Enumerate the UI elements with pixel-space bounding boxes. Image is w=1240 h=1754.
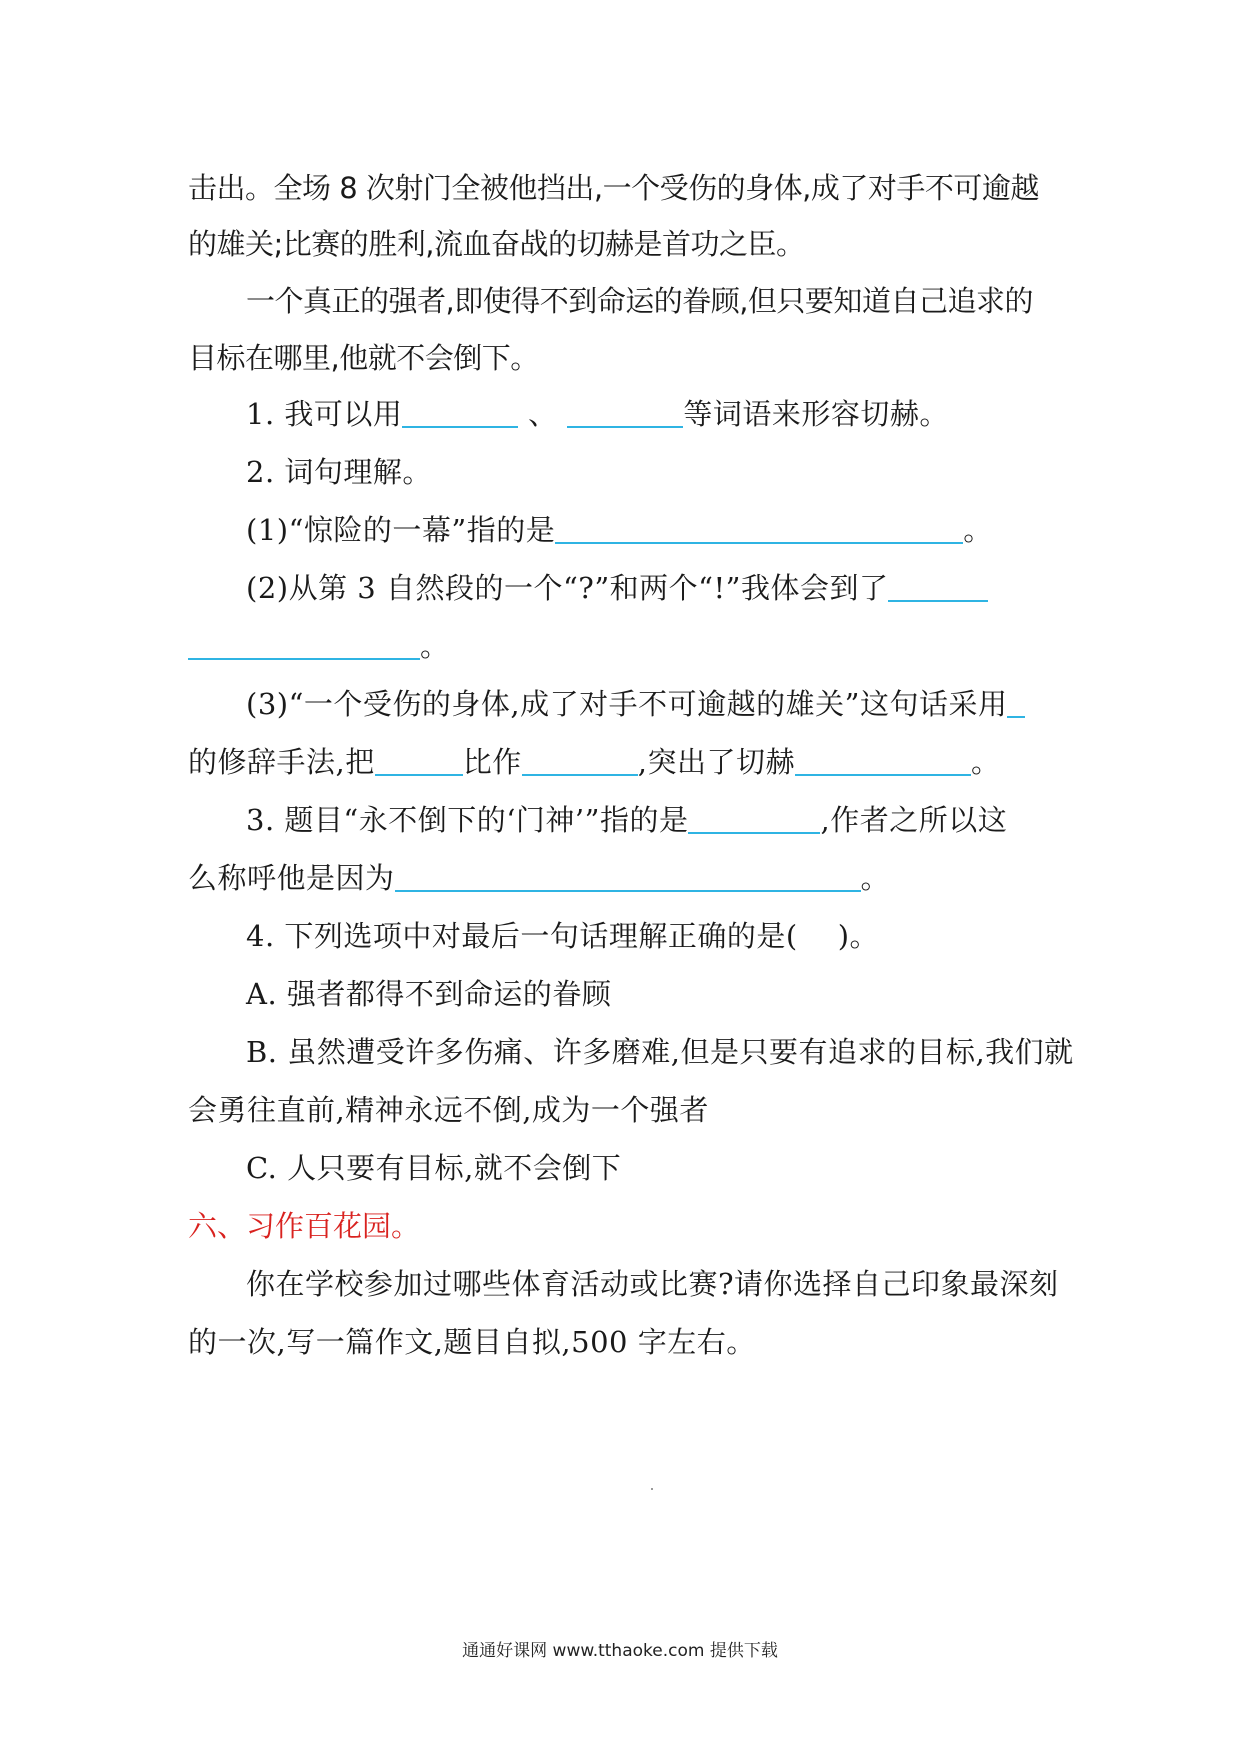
question-2-3-text-d: ,突出了切赫	[637, 745, 795, 779]
page-mark	[651, 1488, 653, 1490]
question-4-text-a: 4. 下列选项中对最后一句话理解正确的是(	[246, 919, 798, 953]
article-line-3: 一个真正的强者,即使得不到命运的眷顾,但只要知道自己追求的	[246, 284, 1033, 318]
question-1-text-a: 1. 我可以用	[246, 397, 403, 431]
question-3-cont	[188, 858, 1058, 898]
question-2-1-end: 。	[963, 513, 993, 547]
question-3-text-a: 3. 题目“永不倒下的‘门神’”指的是	[246, 803, 689, 837]
answer-blank[interactable]	[188, 628, 420, 660]
question-1-text-c: 等词语来形容切赫。	[683, 397, 949, 431]
question-1-text-b: 、	[528, 397, 558, 431]
option-b-line-1: B. 虽然遭受许多伤痛、许多磨难,但是只要有追求的目标,我们就	[246, 1035, 1074, 1069]
question-4-text-b: )。	[837, 919, 880, 953]
article-line-1: 击出。全场 8 次射门全被他挡出,一个受伤的身体,成了对手不可逾越	[188, 171, 1039, 205]
answer-blank[interactable]	[522, 744, 638, 776]
answer-blank[interactable]	[795, 744, 971, 776]
answer-blank[interactable]	[375, 744, 463, 776]
question-2-3-text-b: 的修辞手法,把	[188, 745, 375, 779]
option-c: C. 人只要有目标,就不会倒下	[246, 1151, 622, 1185]
question-3-text-c: 么称呼他是因为	[188, 861, 395, 895]
question-2: 2. 词句理解。	[246, 455, 432, 489]
section-6-heading: 六、习作百花园。	[188, 1209, 421, 1243]
section-6-paragraph-line-1: 你在学校参加过哪些体育活动或比赛?请你选择自己印象最深刻	[246, 1267, 1059, 1301]
question-2-2	[246, 568, 1046, 608]
question-2-1	[246, 510, 1116, 550]
question-2-1-text: (1)“惊险的一幕”指的是	[246, 513, 556, 547]
question-2-3-end: 。	[970, 745, 1001, 779]
question-2-2-text: (2)从第 3 自然段的一个“?”和两个“!”我体会到了	[246, 571, 889, 605]
question-2-3-text: (3)“一个受伤的身体,成了对手不可逾越的雄关”这句话采用	[246, 687, 1008, 721]
question-2-3-cont	[188, 742, 1058, 782]
question-2-3-text-c: 比作	[462, 745, 522, 779]
answer-blank[interactable]	[888, 570, 988, 602]
question-2-3	[246, 684, 1058, 724]
answer-blank[interactable]	[402, 396, 518, 428]
article-line-4: 目标在哪里,他就不会倒下。	[188, 341, 539, 375]
question-2-2-end: 。	[420, 629, 450, 663]
footer-watermark: 通通好课网 www.tthaoke.com 提供下载	[462, 1641, 778, 1661]
question-3-end: 。	[860, 861, 891, 895]
question-3-text-b: ,作者之所以这	[820, 803, 1008, 837]
answer-blank[interactable]	[395, 860, 861, 892]
question-3	[246, 800, 1058, 840]
answer-blank[interactable]	[567, 396, 683, 428]
question-2-2-cont	[188, 626, 1058, 666]
answer-blank[interactable]	[688, 802, 820, 834]
option-b-line-2: 会勇往直前,精神永远不倒,成为一个强者	[188, 1093, 709, 1127]
question-4	[246, 916, 1116, 956]
answer-blank[interactable]	[1007, 686, 1025, 718]
answer-blank[interactable]	[555, 512, 963, 544]
question-1	[246, 394, 1116, 434]
section-6-paragraph-line-2: 的一次,写一篇作文,题目自拟,500 字左右。	[188, 1325, 756, 1359]
article-line-2: 的雄关;比赛的胜利,流血奋战的切赫是首功之臣。	[188, 227, 805, 261]
option-a: A. 强者都得不到命运的眷顾	[246, 977, 612, 1011]
